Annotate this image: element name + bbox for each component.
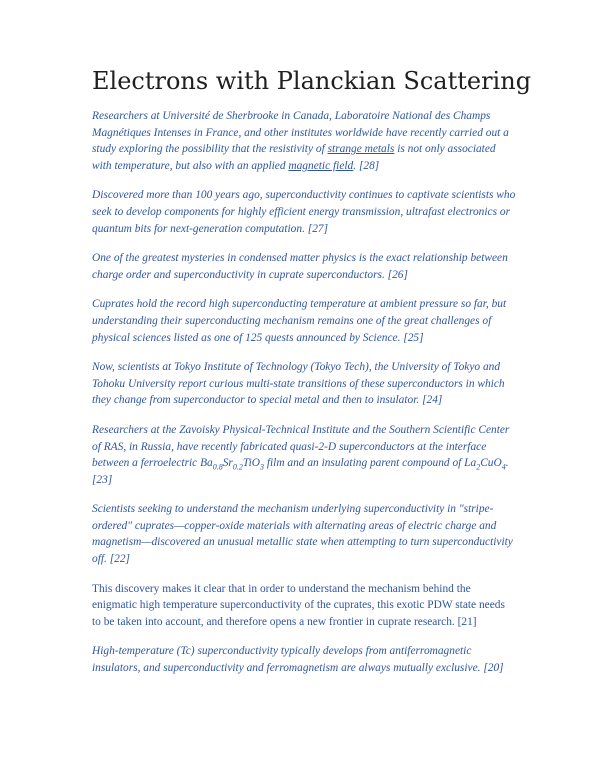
sr-subscript: 0.2 xyxy=(232,462,243,472)
paragraph-6-text-a: Researchers at the Zavoisky Physical-Technical Institute and the Southern Scientific Center of RAS, in Russia, have recently fabricated quasi-2-D superconductors at the interface between a ferroelectric Ba xyxy=(92,423,510,470)
strange-metals-link[interactable]: strange metals xyxy=(327,143,395,156)
paragraph-6 xyxy=(92,422,516,488)
paragraph-1 xyxy=(92,108,516,174)
o4-subscript: 4 xyxy=(501,462,506,472)
paragraph-5: Now, scientists at Tokyo Institute of Technology (Tokyo Tech), the University of Tokyo and Tohoku University report curious multi-state transitions of these superconductors in which they change from superconductor to special metal and then to insulator. [24] xyxy=(92,361,505,407)
paragraph-6-text-c: TiO xyxy=(242,457,260,470)
article-body xyxy=(92,108,516,690)
magnetic-field-link[interactable]: magnetic field xyxy=(288,159,354,172)
la2-subscript: 2 xyxy=(476,462,481,472)
paragraph-6-text-b: Sr xyxy=(222,457,233,470)
paragraph-7: Scientists seeking to understand the mechanism underlying superconductivity in "stripe-ordered" cuprates—copper-oxide materials with alternating areas of electric charge and magnetism—discovered an unusual metallic state when attempting to turn superconductivity off. [22] xyxy=(92,503,513,566)
ba-subscript: 0.8 xyxy=(212,462,223,472)
paragraph-9: High-temperature (Tc) superconductivity typically develops from antiferromagnetic insulators, and superconductivity and ferromagnetism are always mutually exclusive. [20] xyxy=(92,645,504,675)
o3-subscript: 3 xyxy=(259,462,264,472)
paragraph-6-text-f: . [23] xyxy=(92,457,509,486)
paragraph-1-text-c: . [28] xyxy=(353,159,380,172)
paragraph-4: Cuprates hold the record high superconducting temperature at ambient pressure so far, but understanding their superconducting mechanism remains one of the great challenges of physical sciences listed as one of 125 quests announced by Science. [25] xyxy=(92,298,507,344)
paragraph-1-text-a: Researchers at Université de Sherbrooke in Canada, Laboratoire National des Champs Magnétiques Intenses in France, and other institutes worldwide have recently carried out a study exploring the possibility that the resistivity of xyxy=(92,110,509,156)
paragraph-8: This discovery makes it clear that in order to understand the mechanism behind the enigmatic high temperature superconductivity of the cuprates, this exotic PDW state needs to be taken into account, and therefore opens a new frontier in cuprate research. [21] xyxy=(92,582,505,628)
page-title: Electrons with Planckian Scattering xyxy=(92,67,532,95)
paragraph-2: Discovered more than 100 years ago, superconductivity continues to captivate scientists who seek to develop components for highly efficient energy transmission, ultrafast electronics or quantum bits for next-generation computation. [27] xyxy=(92,189,516,235)
paragraph-3: One of the greatest mysteries in condensed matter physics is the exact relationship between charge order and superconductivity in cuprate superconductors. [26] xyxy=(92,252,508,281)
paragraph-6-text-d: film and an insulating parent compound of La xyxy=(263,457,477,470)
paragraph-1-text-b: is not only associated with temperature, but also with an applied xyxy=(92,143,496,172)
paragraph-6-text-e: CuO xyxy=(480,457,502,470)
